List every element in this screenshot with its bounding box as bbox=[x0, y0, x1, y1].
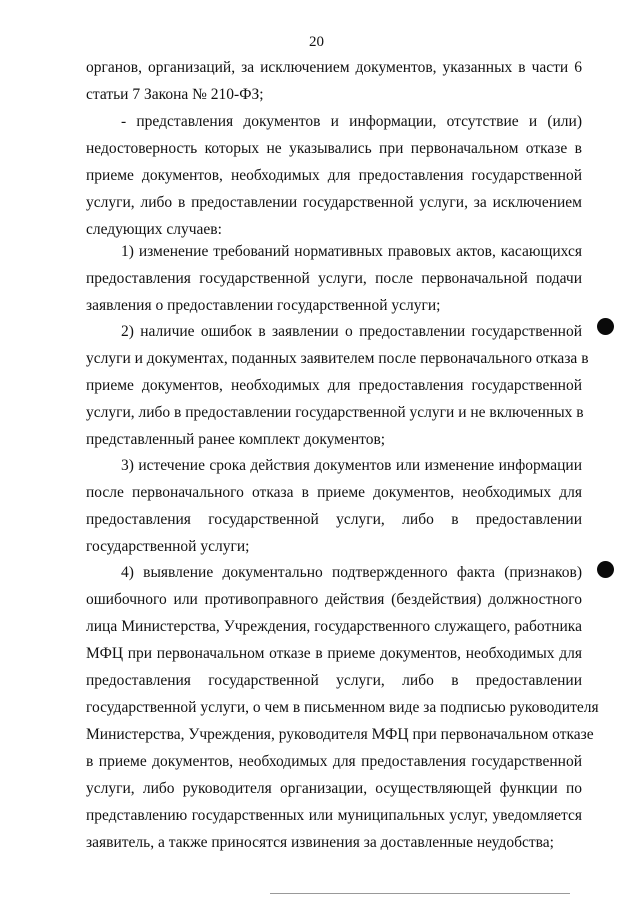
text-line: ошибочного или противоправного действия (бездействия) должностного bbox=[86, 591, 582, 608]
text-line: Министерства, Учреждения, руководителя МФЦ при первоначальном отказе bbox=[86, 726, 594, 743]
text-line: лица Министерства, Учреждения, государственного служащего, работника bbox=[86, 618, 582, 635]
text-line: государственной услуги; bbox=[86, 538, 250, 555]
text-line: услуги, либо в предоставлении государственной услуги и не включенных в bbox=[86, 404, 584, 421]
text-line: приеме документов, необходимых для предоставления государственной bbox=[86, 377, 582, 394]
punch-hole-mark bbox=[597, 318, 614, 335]
text-line: МФЦ при первоначальном отказе в приеме документов, необходимых для bbox=[86, 645, 582, 662]
text-line: 2) наличие ошибок в заявлении о предоставлении государственной bbox=[121, 323, 582, 340]
text-line: в приеме документов, необходимых для предоставления государственной bbox=[86, 753, 582, 770]
text-line: предоставления государственной услуги, либо в предоставлении bbox=[86, 511, 582, 528]
text-line: 3) истечение срока действия документов или изменение информации bbox=[121, 457, 582, 474]
text-line: представленный ранее комплект документов; bbox=[86, 431, 386, 448]
text-line: заявления о предоставлении государственной услуги; bbox=[86, 297, 441, 314]
punch-hole-mark bbox=[597, 561, 614, 578]
text-line: приеме документов, необходимых для предоставления государственной bbox=[86, 167, 582, 184]
scan-edge-line bbox=[270, 893, 570, 894]
text-line: заявитель, а также приносятся извинения за доставленные неудобства; bbox=[86, 834, 554, 851]
text-line: после первоначального отказа в приеме документов, необходимых для bbox=[86, 484, 582, 501]
text-line: следующих случаев: bbox=[86, 221, 222, 238]
text-line: статьи 7 Закона № 210-ФЗ; bbox=[86, 86, 264, 103]
text-line: государственной услуги, о чем в письменном виде за подписью руководителя bbox=[86, 699, 599, 716]
text-line: услуги, либо в предоставлении государственной услуги, за исключением bbox=[86, 194, 582, 211]
text-line: услуги, либо руководителя организации, осуществляющей функции по bbox=[86, 780, 582, 797]
text-line: предоставления государственной услуги, либо в предоставлении bbox=[86, 672, 582, 689]
text-line: недостоверность которых не указывались при первоначальном отказе в bbox=[86, 140, 582, 157]
text-line: - представления документов и информации, отсутствие и (или) bbox=[121, 113, 582, 130]
text-line: представлению государственных или муниципальных услуг, уведомляется bbox=[86, 807, 582, 824]
text-line: услуги и документах, поданных заявителем после первоначального отказа в bbox=[86, 350, 589, 367]
text-line: 4) выявление документально подтвержденного факта (признаков) bbox=[121, 564, 582, 581]
text-line: предоставления государственной услуги, после первоначальной подачи bbox=[86, 270, 582, 287]
text-line: 1) изменение требований нормативных правовых актов, касающихся bbox=[121, 243, 582, 260]
text-line: органов, организаций, за исключением документов, указанных в части 6 bbox=[86, 59, 582, 76]
page-number: 20 bbox=[309, 34, 324, 50]
